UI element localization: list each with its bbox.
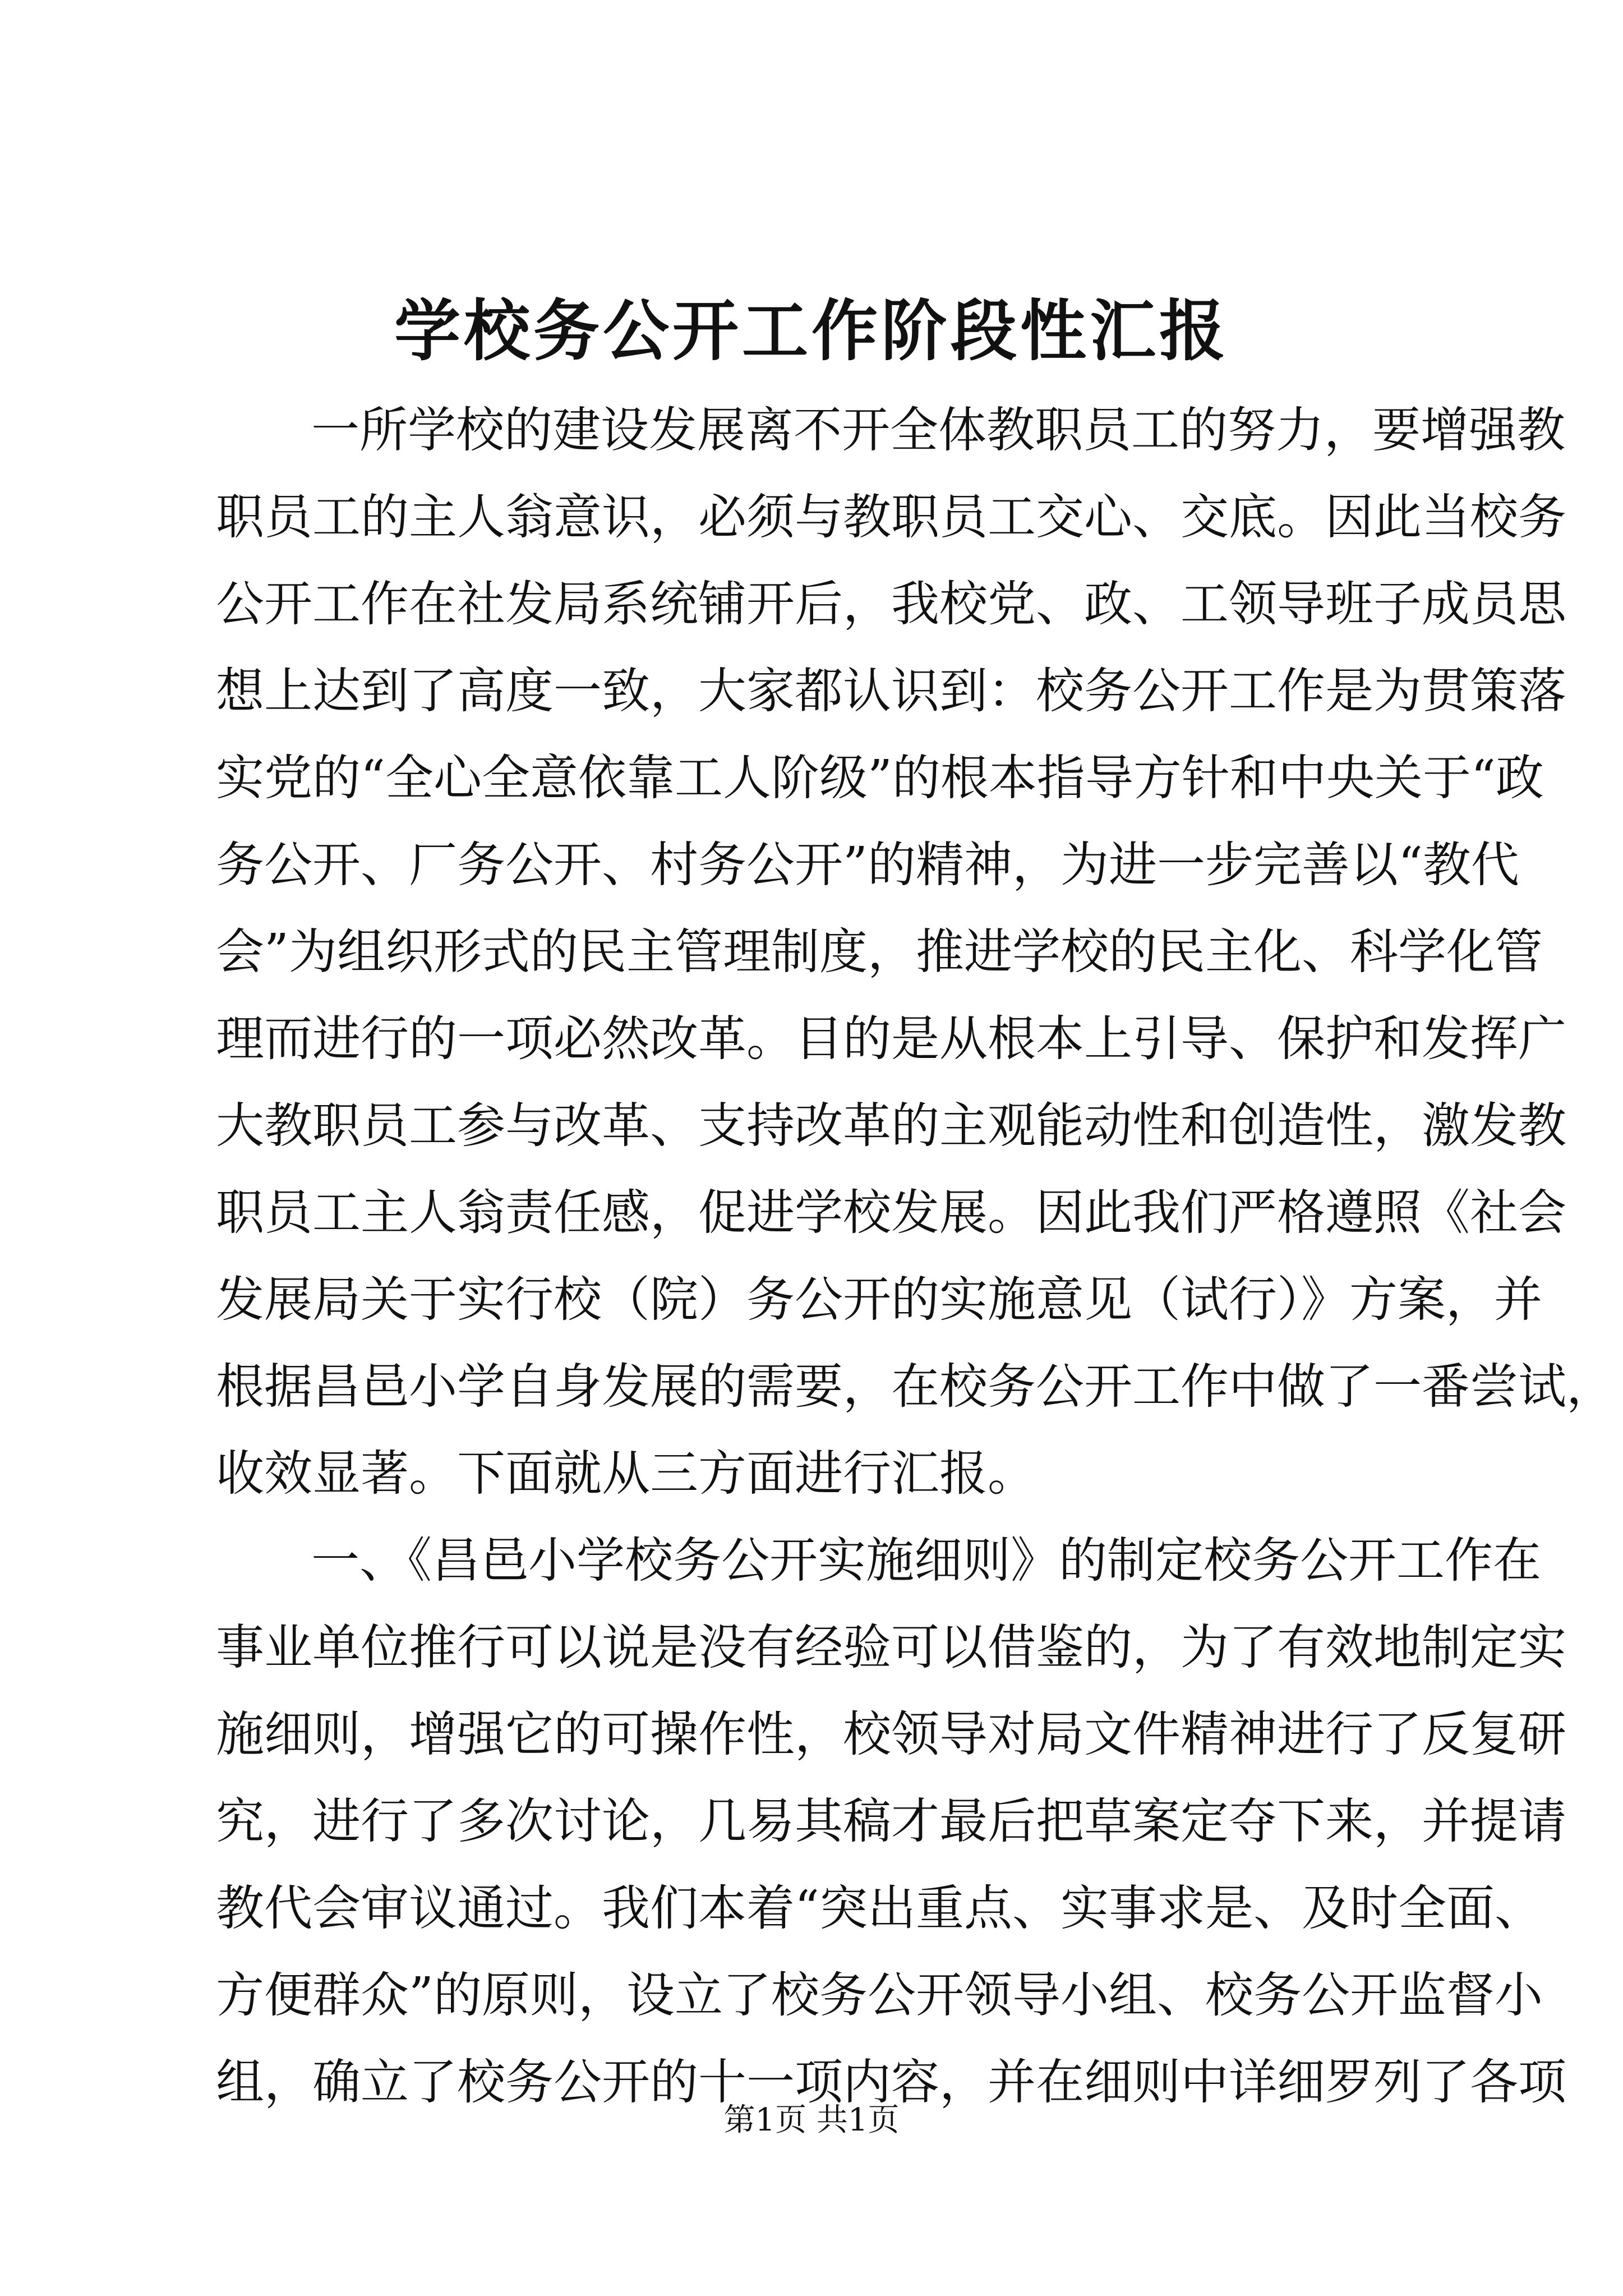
paragraph-line: 发展局关于实行校（院）务公开的实施意见（试行）》方案，并 xyxy=(216,1272,1542,1328)
page-footer: 第1页 共1页 xyxy=(723,2102,900,2138)
paragraph-line: 教代会审议通过。我们本着“突出重点、实事求是、及时全面、 xyxy=(216,1880,1543,1936)
paragraph-line: 一所学校的建设发展离不开全体教职员工的努力，要增强教 xyxy=(311,402,1565,458)
paragraph-line: 理而进行的一项必然改革。目的是从根本上引导、保护和发挥广 xyxy=(216,1011,1566,1067)
paragraph-line: 方便群众”的原则，设立了校务公开领导小组、校务公开监督小 xyxy=(216,1967,1543,2023)
paragraph-line: 收效显著。下面就从三方面进行汇报。 xyxy=(216,1446,1036,1502)
paragraph-line: 组，确立了校务公开的十一项内容，并在细则中详细罗列了各项 xyxy=(216,2054,1566,2110)
paragraph-line: 究，进行了多次讨论，几易其稿才最后把草案定夺下来，并提请 xyxy=(216,1793,1566,1849)
paragraph-line: 会”为组织形式的民主管理制度，推进学校的民主化、科学化管 xyxy=(216,924,1543,980)
paragraph-line: 实党的“全心全意依靠工人阶级”的根本指导方针和中央关于“政 xyxy=(216,750,1544,806)
paragraph-line: 务公开、厂务公开、村务公开”的精神，为进一步完善以“教代 xyxy=(216,837,1519,893)
paragraph-line: 公开工作在社发局系统铺开后，我校党、政、工领导班子成员思 xyxy=(216,576,1566,632)
paragraph-line: 职员工主人翁责任感，促进学校发展。因此我们严格遵照《社会 xyxy=(216,1185,1566,1241)
paragraph-line: 想上达到了高度一致，大家都认识到：校务公开工作是为贯策落 xyxy=(216,663,1566,719)
paragraph-line: 施细则，增强它的可操作性，校领导对局文件精神进行了反复研 xyxy=(216,1706,1566,1763)
document-title: 学校务公开工作阶段性汇报 xyxy=(394,292,1229,370)
paragraph-line: 根据昌邑小学自身发展的需要，在校务公开工作中做了一番尝试， xyxy=(216,1359,1615,1415)
paragraph-line: 职员工的主人翁意识，必须与教职员工交心、交底。因此当校务 xyxy=(216,489,1566,545)
paragraph-line: 一、《昌邑小学校务公开实施细则》的制定校务公开工作在 xyxy=(311,1533,1541,1589)
paragraph-line: 大教职员工参与改革、支持改革的主观能动性和创造性，激发教 xyxy=(216,1098,1566,1154)
document-body xyxy=(216,387,1615,2126)
paragraph-line: 事业单位推行可以说是没有经验可以借鉴的，为了有效地制定实 xyxy=(216,1619,1566,1676)
